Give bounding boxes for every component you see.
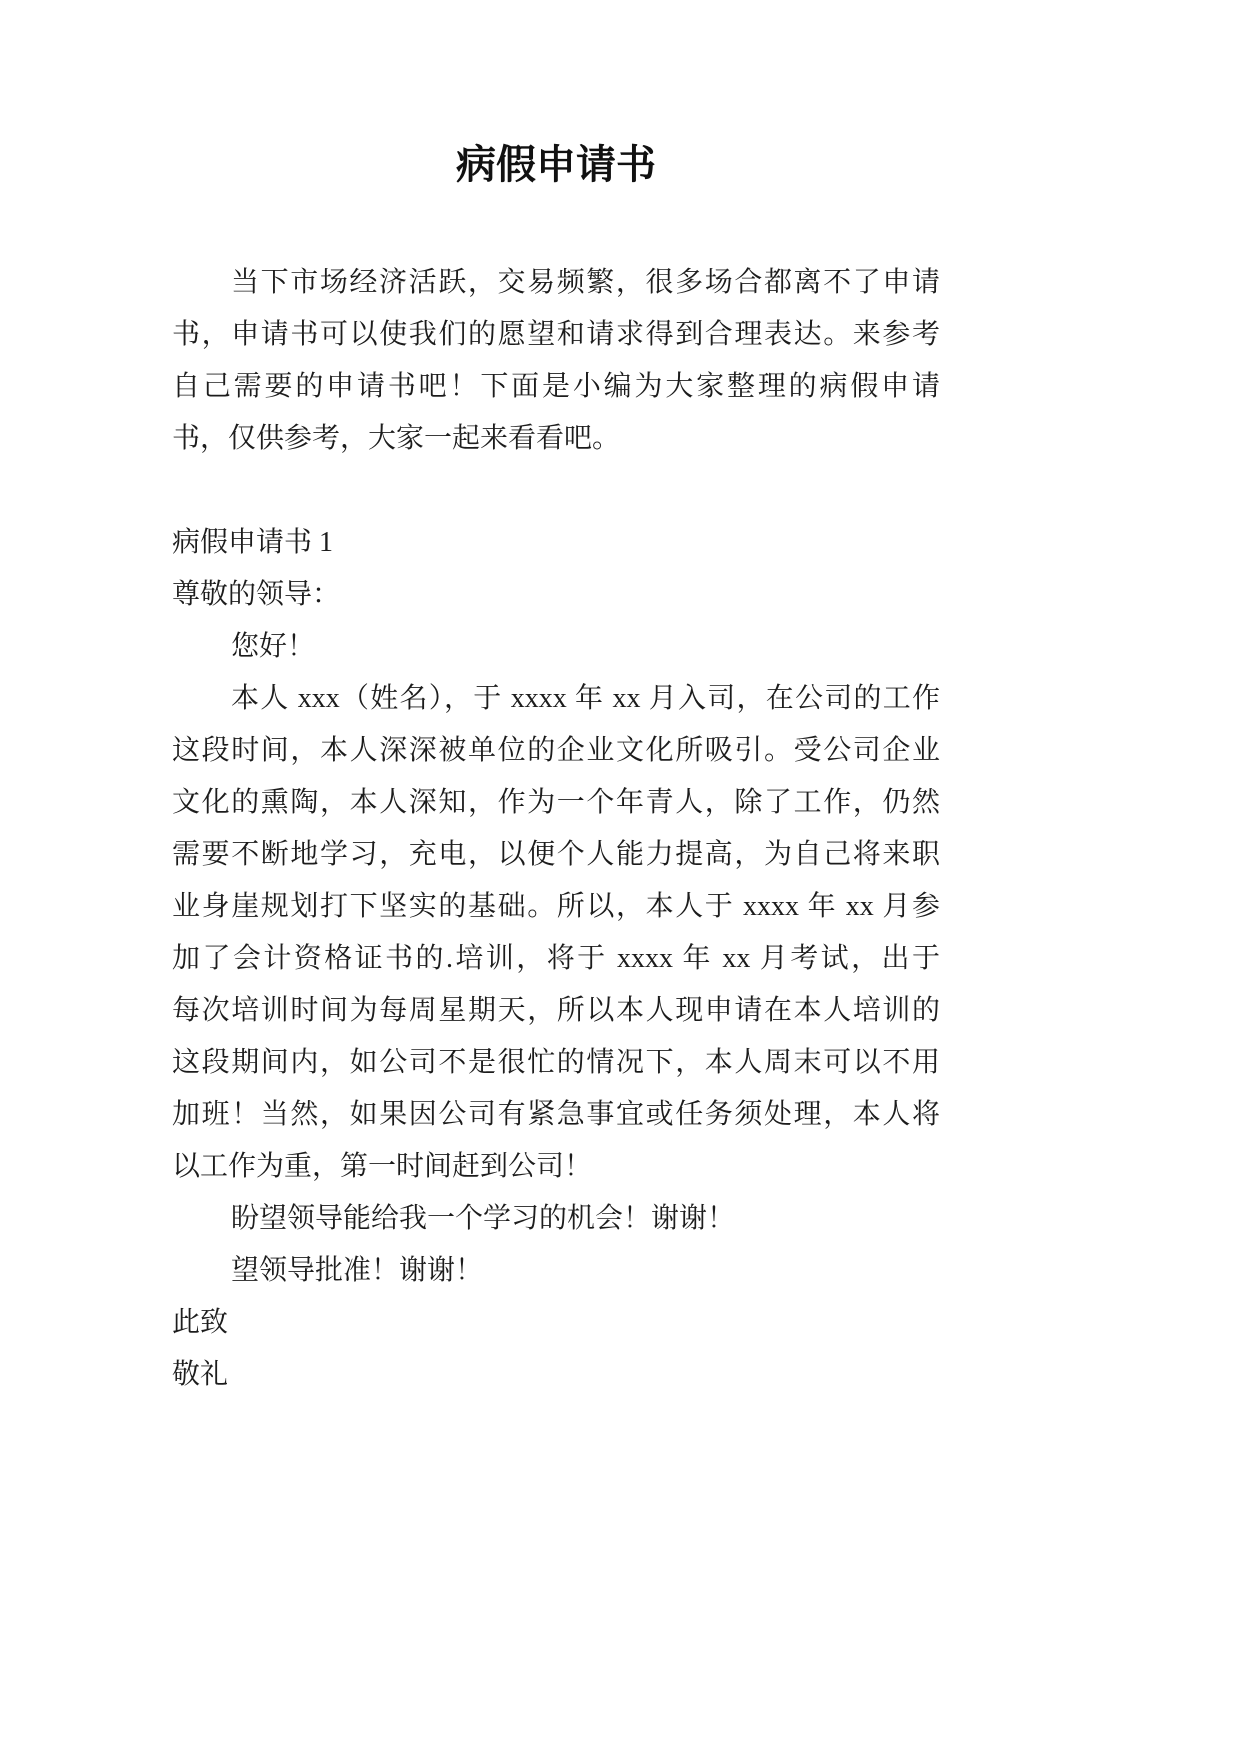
- letter-section: [172, 517, 940, 1401]
- body-line: 加班！当然，如果因公司有紧急事宜或任务须处理，本人将: [172, 1099, 940, 1130]
- sign-off-cizhi: 此致: [172, 1307, 229, 1338]
- body-line: 这段时间，本人深深被单位的企业文化所吸引。受公司企业: [172, 735, 940, 766]
- body-line: 以工作为重，第一时间赶到公司！: [172, 1151, 593, 1182]
- closing-line: 盼望领导能给我一个学习的机会！谢谢！: [231, 1203, 736, 1234]
- body-line: 文化的熏陶，本人深知，作为一个年青人，除了工作，仍然: [172, 787, 940, 818]
- intro-line: 书，申请书可以使我们的愿望和请求得到合理表达。来参考: [172, 319, 940, 350]
- intro-line: 书，仅供参考，大家一起来看看吧。: [172, 423, 621, 454]
- intro-line: 自己需要的申请书吧！下面是小编为大家整理的病假申请: [172, 371, 940, 402]
- body-line: 需要不断地学习，充电，以便个人能力提高，为自己将来职: [172, 839, 940, 870]
- letter-salutation: 尊敬的领导：: [172, 579, 341, 610]
- sign-off-jingli: 敬礼: [172, 1359, 229, 1390]
- body-line: 本人 xxx（姓名），于 xxxx 年 xx 月入司，在公司的工作: [231, 683, 940, 714]
- body-line: 加了会计资格证书的.培训，将于 xxxx 年 xx 月考试，出于: [172, 943, 940, 974]
- letter-heading: 病假申请书 1: [172, 527, 334, 558]
- letter-greeting: 您好！: [231, 631, 316, 662]
- intro-line: 当下市场经济活跃，交易频繁，很多场合都离不了申请: [231, 267, 940, 298]
- body-line: 业身崖规划打下坚实的基础。所以，本人于 xxxx 年 xx 月参: [172, 891, 940, 922]
- intro-paragraph: [172, 257, 940, 465]
- letter-body: [172, 673, 940, 1193]
- body-line: 每次培训时间为每周星期天，所以本人现申请在本人培训的: [172, 995, 940, 1026]
- closing-line: 望领导批准！谢谢！: [231, 1255, 484, 1286]
- body-line: 这段期间内，如公司不是很忙的情况下，本人周末可以不用: [172, 1047, 940, 1078]
- document-title: 病假申请书: [456, 142, 656, 187]
